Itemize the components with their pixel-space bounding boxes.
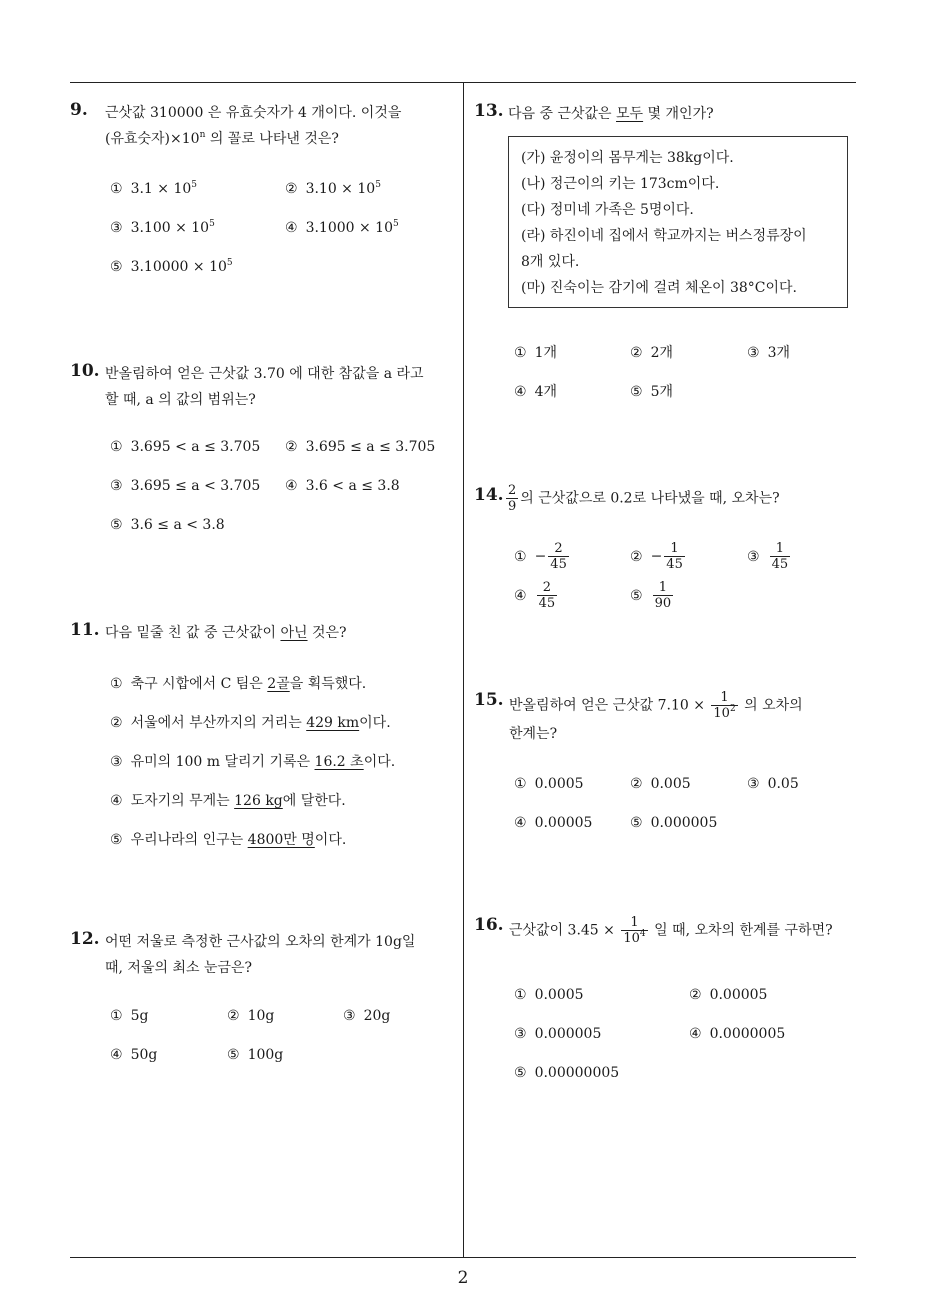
option-4[interactable]: ④ 도자기의 무게는 126 kg에 달한다. [110, 793, 346, 809]
question-14 [474, 483, 854, 514]
option-4[interactable]: ④ 4개 [514, 384, 557, 400]
question-text: 근삿값 310000 은 유효숫자가 4 개이다. 이것을 (유효숫자)$\times 10^n$ 의 꼴로 나타낸 것은? [105, 105, 402, 147]
question-number: 16. [474, 915, 504, 935]
question-text: 다음 밑줄 친 값 중 근삿값이 아닌 것은? [105, 625, 347, 641]
bottom-rule [70, 1257, 856, 1258]
option-1[interactable]: ① 0.0005 [514, 987, 584, 1003]
statement: (다) 정미네 가족은 5명이다. [521, 202, 694, 218]
question-text: 근삿값이 3.45 × $\frac{1}{10^4}$ 일 때, 오차의 한계를 구하면? [509, 915, 833, 946]
option-4[interactable]: ④ 50g [110, 1047, 158, 1063]
option-2[interactable]: ② 3.695 ≤ a ≤ 3.705 [285, 439, 436, 455]
option-1[interactable]: ① 1개 [514, 345, 557, 361]
question-12 [70, 929, 455, 981]
option-3[interactable]: ③ 3개 [747, 345, 790, 361]
question-text: 어떤 저울로 측정한 근사값의 오차의 한계가 10g일 때, 저울의 최소 눈금은? [105, 934, 416, 976]
question-number: 14. [474, 485, 504, 505]
question-13 [474, 101, 854, 127]
question-number: 13. [474, 101, 504, 121]
question-text: $\frac{2}{9}$ 의 근삿값으로 0.2로 나타냈을 때, 오차는? [508, 483, 780, 514]
option-5[interactable]: ⑤ $\frac{1}{90}$ [630, 580, 672, 611]
option-5[interactable]: ⑤ 우리나라의 인구는 4800만 명이다. [110, 832, 347, 848]
question-number: 15. [474, 690, 504, 710]
option-3[interactable]: ③ $\frac{1}{45}$ [747, 541, 789, 572]
page-number: 2 [457, 1268, 469, 1288]
option-3[interactable]: ③ $3.100 \times 10^5$ [110, 219, 215, 236]
statement: 8개 있다. [521, 254, 580, 270]
option-2[interactable]: ② − $\frac{1}{45}$ [630, 541, 683, 572]
option-4[interactable]: ④ $\frac{2}{45}$ [514, 580, 556, 611]
option-3[interactable]: ③ 3.695 ≤ a < 3.705 [110, 478, 261, 494]
column-divider [463, 82, 464, 1257]
option-3[interactable]: ③ 0.000005 [514, 1026, 602, 1042]
question-number: 11. [70, 620, 100, 640]
option-5[interactable]: ⑤ 0.000005 [630, 815, 718, 831]
statement: (라) 하진이네 집에서 학교까지는 버스정류장이 [521, 228, 807, 244]
question-text: 반올림하여 얻은 근삿값 7.10 × $\frac{1}{10^2}$ 의 오차의 한계는? [509, 690, 803, 742]
option-1[interactable]: ① 0.0005 [514, 776, 584, 792]
question-text: 반올림하여 얻은 근삿값 3.70 에 대한 참값을 a 라고 할 때, a 의 값의 범위는? [105, 366, 424, 408]
option-3[interactable]: ③ 20g [343, 1008, 391, 1024]
option-1[interactable]: ① 3.695 < a ≤ 3.705 [110, 439, 261, 455]
question-10 [70, 361, 455, 413]
option-4[interactable]: ④ 3.6 < a ≤ 3.8 [285, 478, 400, 494]
question-16 [474, 915, 854, 946]
option-2[interactable]: ② 10g [227, 1008, 275, 1024]
option-5[interactable]: ⑤ 0.00000005 [514, 1065, 620, 1081]
question-number: 12. [70, 929, 100, 949]
option-5[interactable]: ⑤ 3.6 ≤ a < 3.8 [110, 517, 225, 533]
question-9 [70, 100, 450, 152]
option-4[interactable]: ④ 0.0000005 [689, 1026, 786, 1042]
question-text: 다음 중 근삿값은 모두 몇 개인가? [508, 106, 714, 122]
statement: (마) 진숙이는 감기에 걸려 체온이 38°C이다. [521, 280, 798, 296]
fraction: $\frac{1}{10^2}$ [713, 690, 736, 721]
option-1[interactable]: ① − $\frac{2}{45}$ [514, 541, 567, 572]
option-2[interactable]: ② 서울에서 부산까지의 거리는 429 km이다. [110, 715, 391, 731]
option-5[interactable]: ⑤ 100g [227, 1047, 284, 1063]
fraction: $\frac{1}{10^4}$ [623, 915, 646, 946]
question-15 [474, 690, 854, 747]
option-4[interactable]: ④ 0.00005 [514, 815, 593, 831]
option-1[interactable]: ① $3.1 \times 10^5$ [110, 180, 198, 197]
option-3[interactable]: ③ 유미의 100 m 달리기 기록은 16.2 초이다. [110, 754, 396, 770]
statement: (나) 정근이의 키는 173cm이다. [521, 176, 720, 192]
option-3[interactable]: ③ 0.05 [747, 776, 799, 792]
option-2[interactable]: ② $3.10 \times 10^5$ [285, 180, 381, 197]
option-5[interactable]: ⑤ 5개 [630, 384, 673, 400]
option-2[interactable]: ② 0.00005 [689, 987, 768, 1003]
question-number: 9. [70, 100, 88, 120]
option-4[interactable]: ④ $3.1000 \times 10^5$ [285, 219, 399, 236]
question-11 [70, 620, 455, 646]
question-number: 10. [70, 361, 100, 381]
statement-box [508, 136, 848, 308]
fraction: $\frac{2}{9}$ [508, 483, 517, 514]
statement: (가) 윤정이의 몸무게는 38kg이다. [521, 150, 734, 166]
option-1[interactable]: ① 축구 시합에서 C 팀은 2골을 획득했다. [110, 676, 367, 692]
option-2[interactable]: ② 2개 [630, 345, 673, 361]
option-5[interactable]: ⑤ $3.10000 \times 10^5$ [110, 258, 233, 275]
option-2[interactable]: ② 0.005 [630, 776, 691, 792]
option-1[interactable]: ① 5g [110, 1008, 149, 1024]
